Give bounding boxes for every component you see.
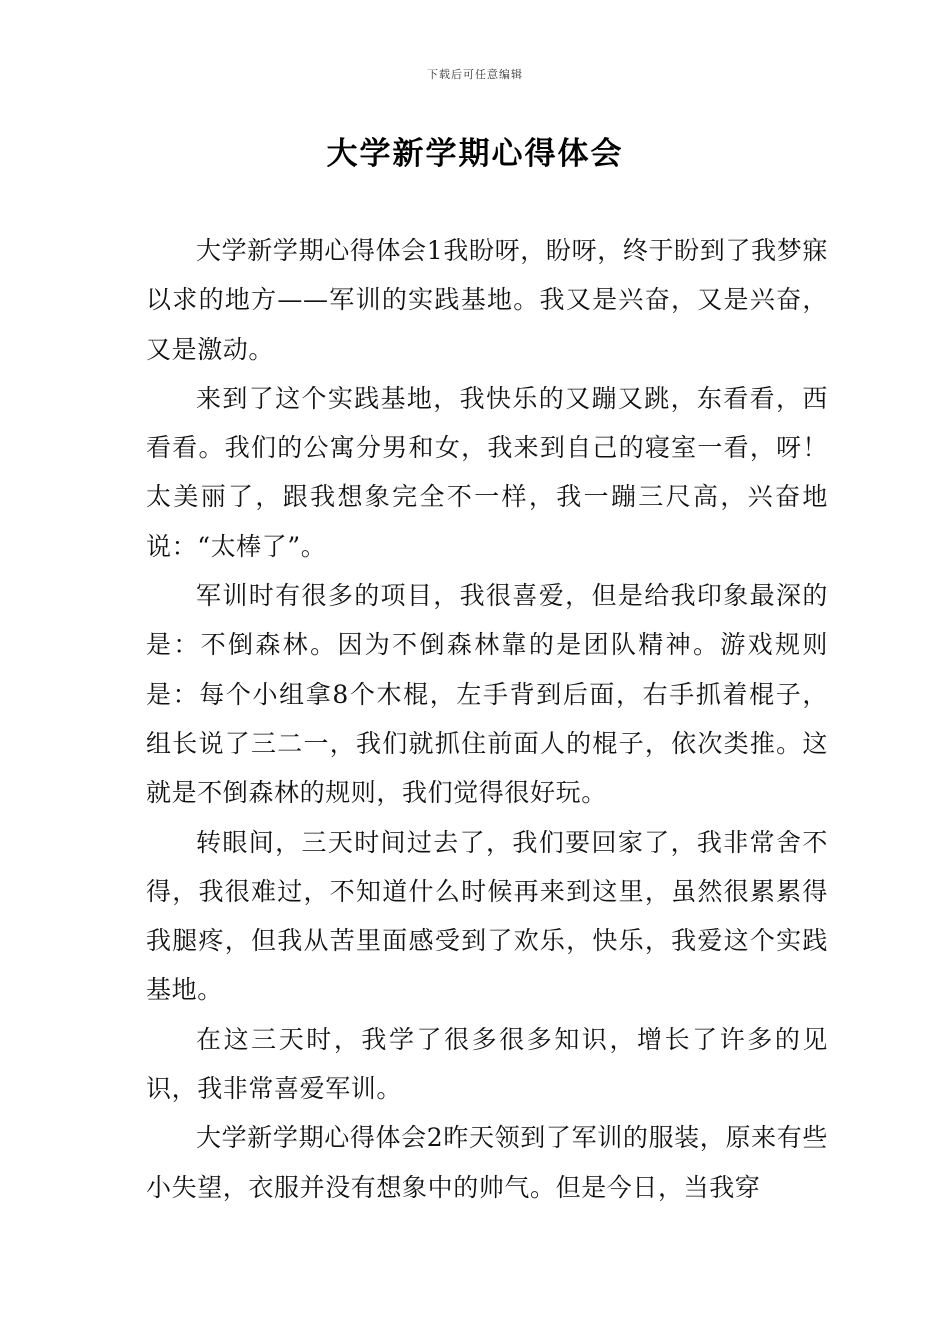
paragraph: 大学新学期心得体会2昨天领到了军训的服装，原来有些小失望，衣服并没有想象中的帅气。但是今日，当我穿 [146,1123,828,1202]
document-body [146,226,828,1212]
paragraph: 军训时有很多的项目，我很喜爱，但是给我印象最深的是：不倒森林。因为不倒森林靠的是团队精神。游戏规则是：每个小组拿8个木棍，左手背到后面，右手抓着棍子，组长说了三二一，我们就抓住前面人的棍子，依次类推。这就是不倒森林的规则，我们觉得很好玩。 [146,581,828,808]
paragraph: 在这三天时，我学了很多很多知识，增长了许多的见识，我非常喜爱军训。 [146,1024,828,1104]
header-note: 下载后可任意编辑 [427,68,523,81]
paragraph: 大学新学期心得体会1我盼呀，盼呀，终于盼到了我梦寐以求的地方——军训的实践基地。我又是兴奋，又是兴奋，又是激动。 [146,236,828,364]
paragraph: 来到了这个实践基地，我快乐的又蹦又跳，东看看，西看看。我们的公寓分男和女，我来到自己的寝室一看，呀！太美丽了，跟我想象完全不一样，我一蹦三尺高，兴奋地说：“太棒了”。 [146,383,828,561]
paragraph: 转眼间，三天时间过去了，我们要回家了，我非常舍不得，我很难过，不知道什么时候再来到这里，虽然很累累得我腿疼，但我从苦里面感受到了欢乐，快乐，我爱这个实践基地。 [146,827,828,1005]
document-title: 大学新学期心得体会 [326,136,624,172]
